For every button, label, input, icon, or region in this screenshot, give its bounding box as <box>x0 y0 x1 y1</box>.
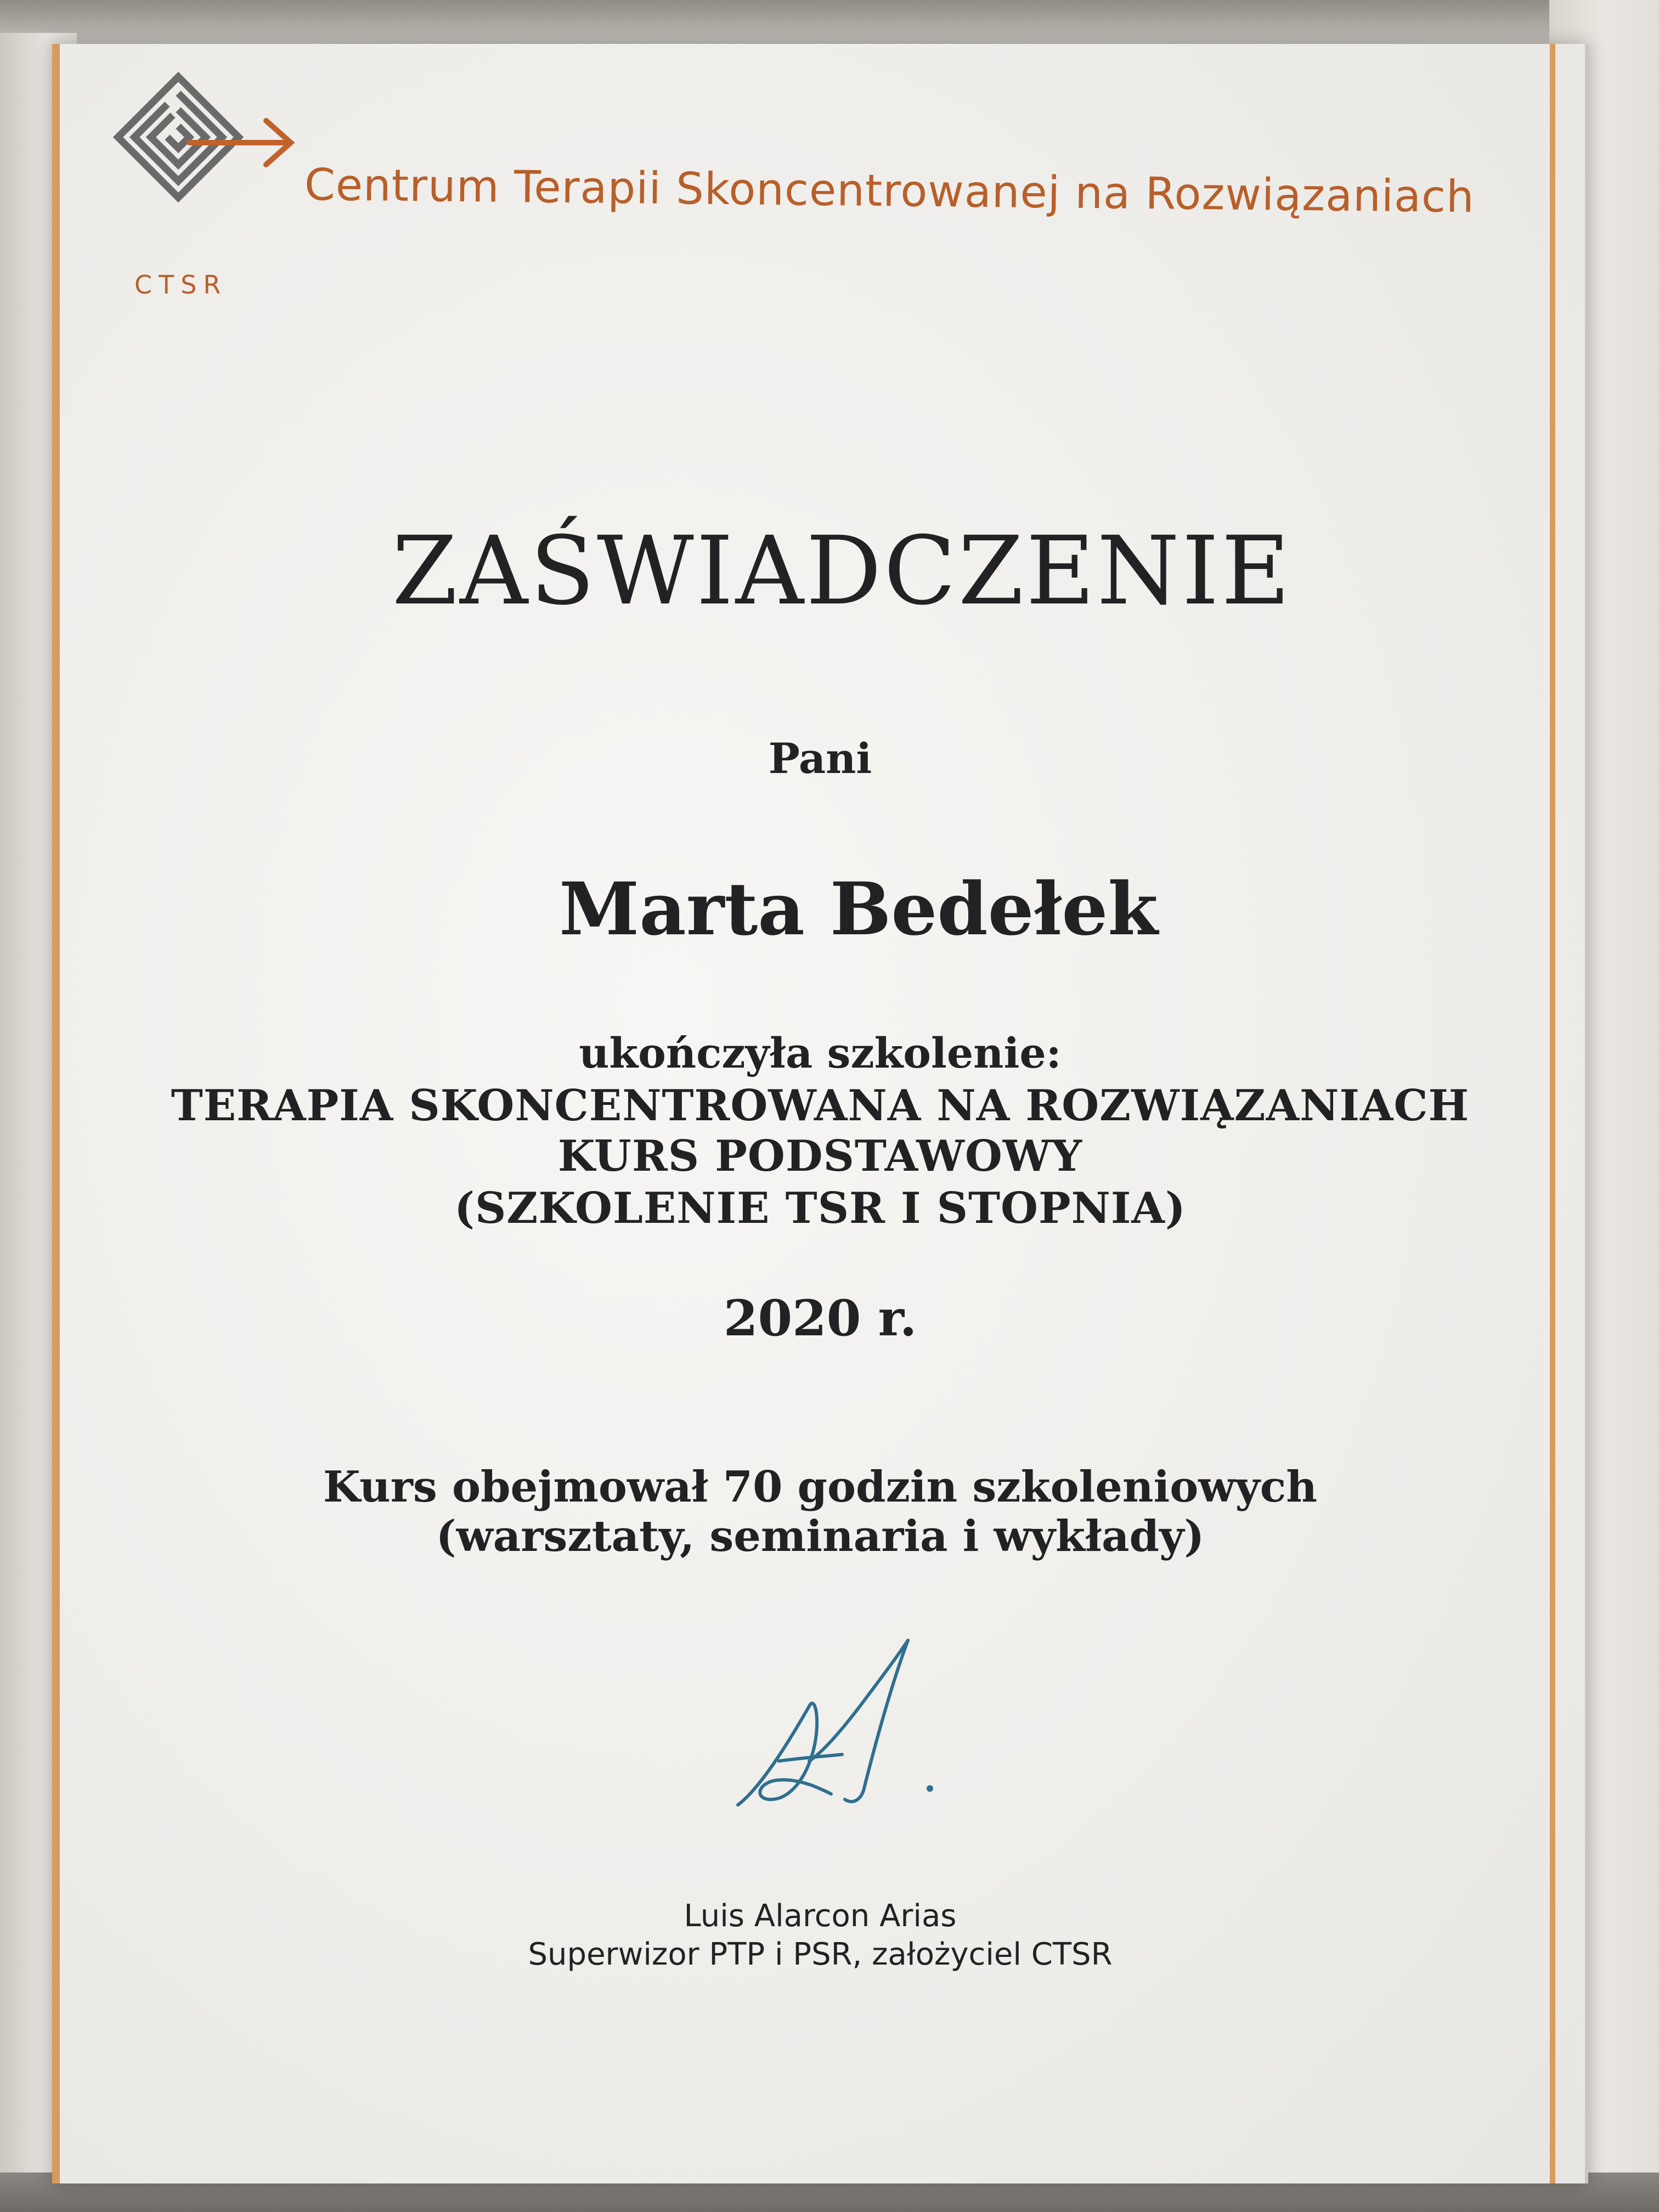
signatory-name: Luis Alarcon Arias <box>684 1898 957 1934</box>
recipient-name: Marta Bedełek <box>559 867 1158 952</box>
certificate-title: ZAŚWIADCZENIE <box>392 516 1293 626</box>
course-year: 2020 r. <box>723 1289 917 1347</box>
completed-text: ukończyła szkolenie: <box>579 1029 1062 1077</box>
salutation: Pani <box>768 734 872 783</box>
organization-name: Centrum Terapii Skoncentrowanej na Rozwiązaniach <box>304 159 1475 223</box>
organization-abbreviation: CTSR <box>134 270 228 300</box>
course-name: TERAPIA SKONCENTROWANA NA ROZWIĄZANIACH <box>171 1081 1470 1131</box>
course-degree: (SZKOLENIE TSR I STOPNIA) <box>454 1183 1186 1233</box>
signatory-role: Superwizor PTP i PSR, założyciel CTSR <box>528 1937 1113 1972</box>
course-format: (warsztaty, seminaria i wykłady) <box>436 1511 1205 1561</box>
course-hours: Kurs obejmował 70 godzin szkoleniowych <box>323 1462 1317 1512</box>
certificate-page <box>52 44 1588 2183</box>
signature-icon <box>727 1624 990 1821</box>
ctsr-logo-icon <box>107 66 304 230</box>
course-level: KURS PODSTAWOWY <box>557 1131 1083 1181</box>
